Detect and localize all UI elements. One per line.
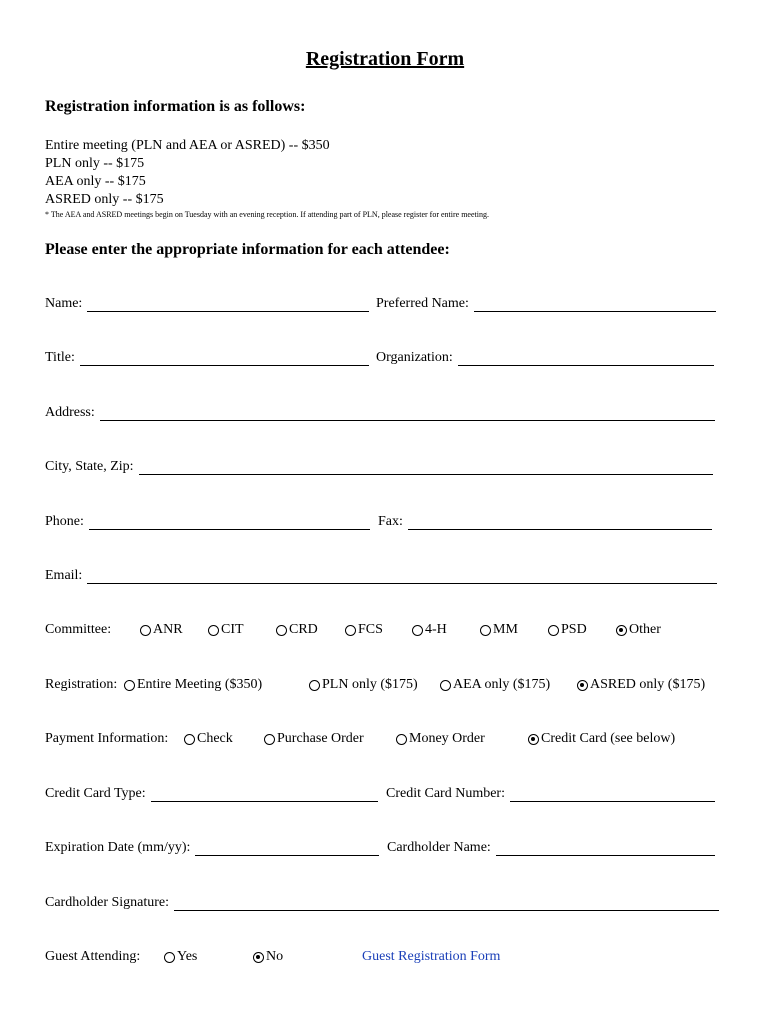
committee-option-label: FCS xyxy=(358,622,383,637)
phone-label: Phone: xyxy=(45,514,84,529)
committee-option-label: MM xyxy=(493,622,518,637)
organization-label: Organization: xyxy=(376,350,453,365)
registration-option-entire[interactable] xyxy=(124,677,262,693)
cc-type-input-line[interactable] xyxy=(151,789,378,802)
organization-field[interactable] xyxy=(376,350,714,366)
payment-option-check[interactable] xyxy=(184,731,233,747)
cardholder-signature-input-line[interactable] xyxy=(174,898,719,911)
registration-option-aea[interactable] xyxy=(440,677,550,693)
address-input-line[interactable] xyxy=(100,408,715,421)
cardholder-name-field[interactable] xyxy=(387,840,715,856)
radio-icon[interactable] xyxy=(396,734,407,745)
committee-option-label: Other xyxy=(629,622,661,637)
committee-option-label: CRD xyxy=(289,622,318,637)
committee-option-anr[interactable] xyxy=(140,622,183,638)
payment-option-money-order[interactable] xyxy=(396,731,485,747)
address-field[interactable] xyxy=(45,405,715,421)
guest-option-label: Yes xyxy=(177,949,198,964)
name-input-line[interactable] xyxy=(87,299,369,312)
registration-option-label: ASRED only ($175) xyxy=(590,677,706,692)
cc-number-field[interactable] xyxy=(386,786,715,802)
registration-option-pln[interactable] xyxy=(309,677,418,693)
radio-selected-icon[interactable] xyxy=(577,680,588,691)
radio-icon[interactable] xyxy=(208,625,219,636)
city-state-zip-field[interactable] xyxy=(45,459,713,475)
radio-icon[interactable] xyxy=(480,625,491,636)
committee-option-other[interactable] xyxy=(616,622,661,638)
radio-selected-icon[interactable] xyxy=(253,952,264,963)
committee-option-mm[interactable] xyxy=(480,622,518,638)
fax-label: Fax: xyxy=(378,514,403,529)
radio-icon[interactable] xyxy=(412,625,423,636)
registration-option-label: PLN only ($175) xyxy=(322,677,418,692)
guest-option-yes[interactable] xyxy=(164,949,197,965)
name-label: Name: xyxy=(45,296,83,311)
pricing-asred: ASRED only -- $175 xyxy=(45,192,164,207)
radio-icon[interactable] xyxy=(184,734,195,745)
expiration-input-line[interactable] xyxy=(195,843,379,856)
title-label: Title: xyxy=(45,350,75,365)
cc-type-field[interactable] xyxy=(45,786,378,802)
radio-icon[interactable] xyxy=(164,952,175,963)
cardholder-name-label: Cardholder Name: xyxy=(387,840,491,855)
organization-input-line[interactable] xyxy=(458,353,714,366)
guest-label: Guest Attending: xyxy=(45,949,141,964)
committee-option-4h[interactable] xyxy=(412,622,447,638)
title-input-line[interactable] xyxy=(80,353,369,366)
expiration-field[interactable] xyxy=(45,840,379,856)
title-field[interactable] xyxy=(45,350,369,366)
fax-field[interactable] xyxy=(378,514,712,530)
registration-label: Registration: xyxy=(45,677,118,692)
payment-option-purchase-order[interactable] xyxy=(264,731,364,747)
pricing-entire: Entire meeting (PLN and AEA or ASRED) -- $350 xyxy=(45,138,330,153)
committee-option-label: ANR xyxy=(153,622,183,637)
committee-option-fcs[interactable] xyxy=(345,622,383,638)
name-field[interactable] xyxy=(45,296,369,312)
radio-icon[interactable] xyxy=(276,625,287,636)
registration-option-asred[interactable] xyxy=(577,677,705,693)
radio-icon[interactable] xyxy=(440,680,451,691)
city-state-zip-input-line[interactable] xyxy=(139,462,713,475)
attendee-heading: Please enter the appropriate information for each attendee: xyxy=(45,241,450,258)
cardholder-signature-label: Cardholder Signature: xyxy=(45,895,170,910)
radio-icon[interactable] xyxy=(548,625,559,636)
radio-selected-icon[interactable] xyxy=(616,625,627,636)
payment-option-credit-card[interactable] xyxy=(528,731,675,747)
payment-label: Payment Information: xyxy=(45,731,169,746)
pricing-note: * The AEA and ASRED meetings begin on Tuesday with an evening reception. If attending part of PLN, please register for entire meeting. xyxy=(45,210,489,219)
committee-option-psd[interactable] xyxy=(548,622,587,638)
committee-option-label: 4-H xyxy=(425,622,447,637)
radio-icon[interactable] xyxy=(345,625,356,636)
cardholder-signature-field[interactable] xyxy=(45,895,719,911)
preferred-name-field[interactable] xyxy=(376,296,716,312)
email-field[interactable] xyxy=(45,568,717,584)
cc-number-label: Credit Card Number: xyxy=(386,786,505,801)
guest-option-label: No xyxy=(266,949,284,964)
cc-number-input-line[interactable] xyxy=(510,789,715,802)
committee-option-label: CIT xyxy=(221,622,244,637)
payment-option-label: Money Order xyxy=(409,731,485,746)
info-heading: Registration information is as follows: xyxy=(45,98,306,115)
city-state-zip-label: City, State, Zip: xyxy=(45,459,134,474)
committee-label: Committee: xyxy=(45,622,112,637)
radio-icon[interactable] xyxy=(264,734,275,745)
form-title: Registration Form xyxy=(305,48,465,70)
preferred-name-input-line[interactable] xyxy=(474,299,716,312)
cc-type-label: Credit Card Type: xyxy=(45,786,146,801)
payment-option-label: Credit Card (see below) xyxy=(541,731,676,746)
committee-option-cit[interactable] xyxy=(208,622,244,638)
registration-option-label: Entire Meeting ($350) xyxy=(137,677,263,692)
radio-icon[interactable] xyxy=(309,680,320,691)
guest-option-no[interactable] xyxy=(253,949,283,965)
address-label: Address: xyxy=(45,405,95,420)
registration-option-label: AEA only ($175) xyxy=(453,677,551,692)
guest-registration-link[interactable]: Guest Registration Form xyxy=(362,949,501,964)
preferred-name-label: Preferred Name: xyxy=(376,296,469,311)
phone-field[interactable] xyxy=(45,514,370,530)
expiration-label: Expiration Date (mm/yy): xyxy=(45,840,191,855)
radio-icon[interactable] xyxy=(140,625,151,636)
email-input-line[interactable] xyxy=(87,571,717,584)
committee-option-crd[interactable] xyxy=(276,622,318,638)
radio-selected-icon[interactable] xyxy=(528,734,539,745)
phone-input-line[interactable] xyxy=(89,517,370,530)
email-label: Email: xyxy=(45,568,83,583)
fax-input-line[interactable] xyxy=(408,517,712,530)
payment-option-label: Check xyxy=(197,731,233,746)
payment-option-label: Purchase Order xyxy=(277,731,364,746)
committee-option-label: PSD xyxy=(561,622,587,637)
pricing-pln: PLN only -- $175 xyxy=(45,156,145,171)
cardholder-name-input-line[interactable] xyxy=(496,843,715,856)
pricing-aea: AEA only -- $175 xyxy=(45,174,146,189)
radio-icon[interactable] xyxy=(124,680,135,691)
